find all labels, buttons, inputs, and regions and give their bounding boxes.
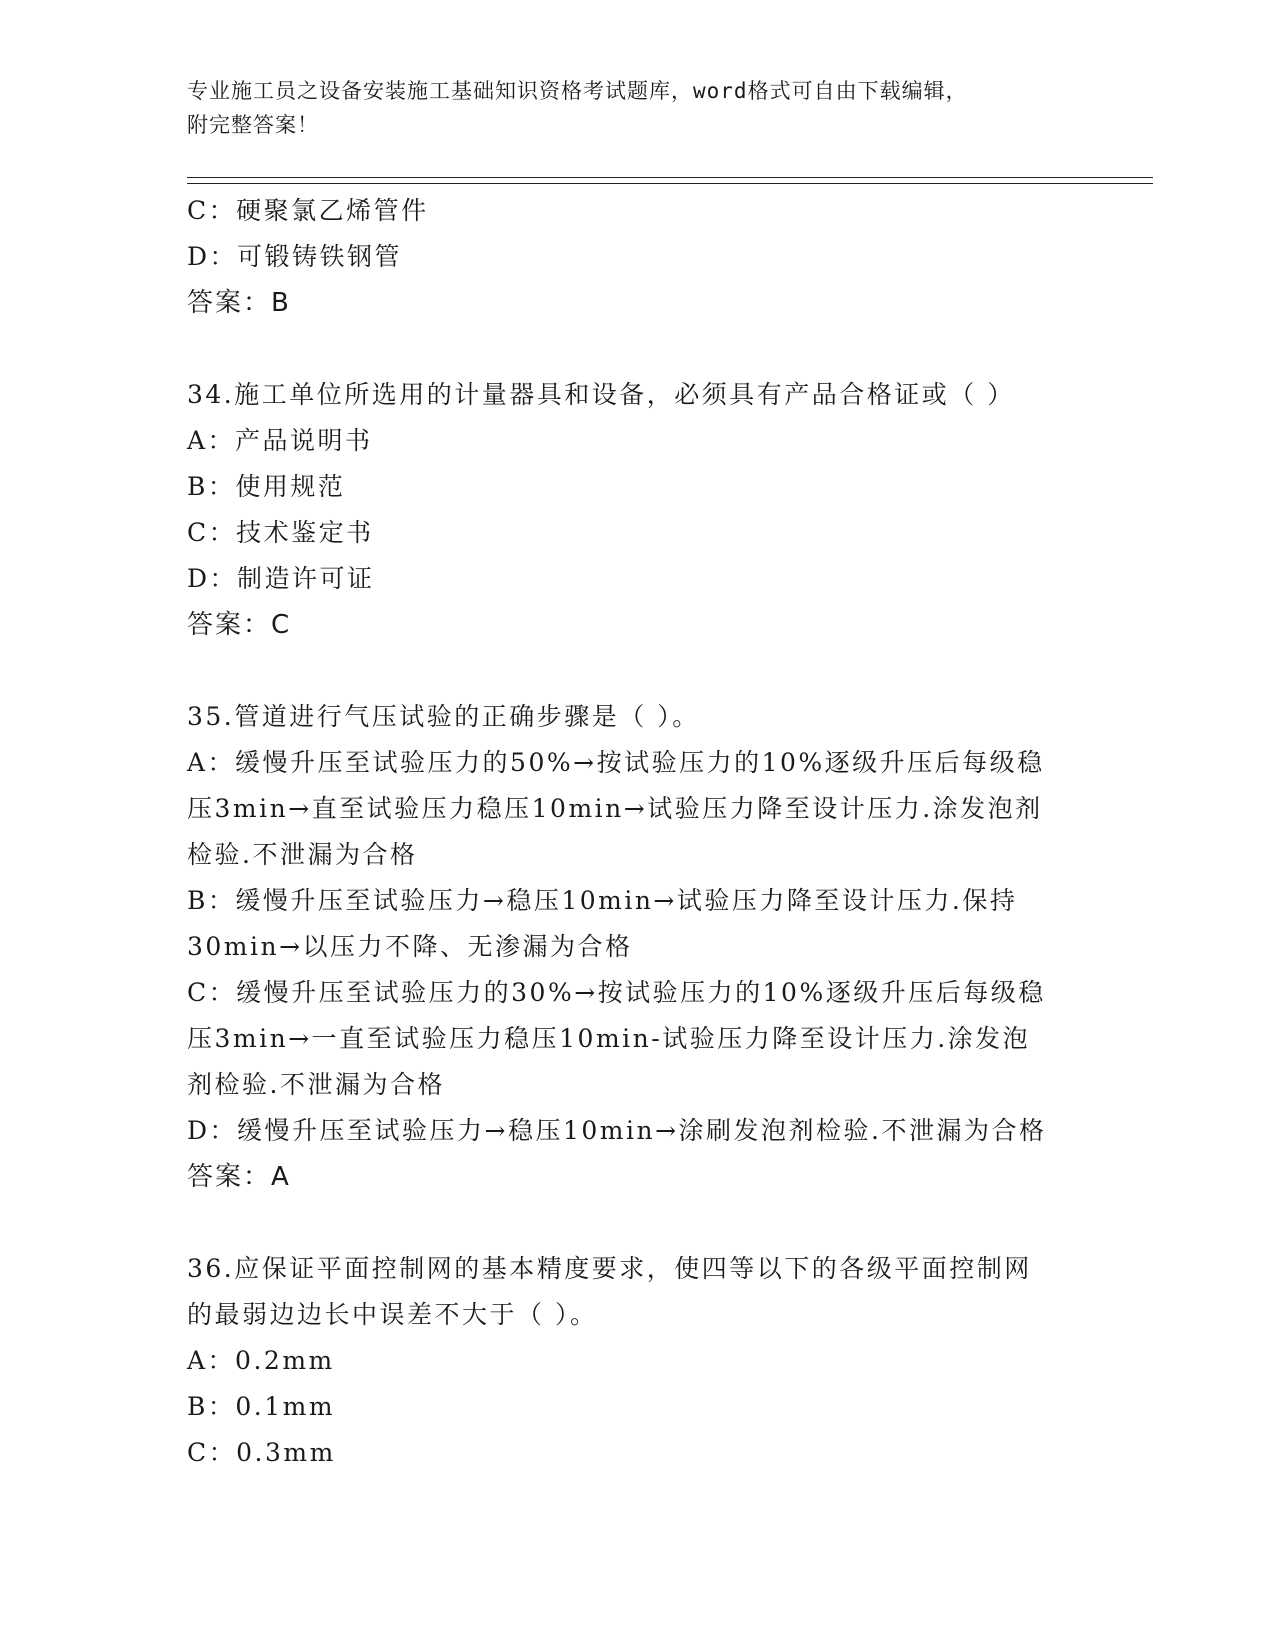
question-text-line-1: 36.应保证平面控制网的基本精度要求，使四等以下的各级平面控制网 [187,1254,1032,1283]
option-d: D：缓慢升压至试验压力→稳压10min→涂刷发泡剂检验.不泄漏为合格 [187,1116,1047,1145]
spacer [187,1200,1087,1246]
option-c: C：0.3mm [187,1438,336,1467]
question-list [187,188,1087,1476]
answer-text: 答案：B [187,288,291,318]
option-b: B：0.1mm [187,1392,336,1421]
question-block-36 [187,1246,1087,1476]
option-d: D：可锻铸铁钢管 [187,242,403,271]
header-title-line-2: 附完整答案！ [187,113,319,137]
option-c: C：硬聚氯乙烯管件 [187,196,429,225]
option-c-line-3: 剂检验.不泄漏为合格 [187,1070,445,1099]
option-c-line-2: 压3min→一直至试验压力稳压10min-试验压力降至设计压力.涂发泡 [187,1024,1031,1053]
question-text: 35.管道进行气压试验的正确步骤是（ ）。 [187,702,700,731]
option-a-line-2: 压3min→直至试验压力稳压10min→试验压力降至设计压力.涂发泡剂 [187,794,1043,823]
header-divider-top [187,177,1153,178]
option-a: A：产品说明书 [187,426,373,455]
spacer [187,326,1087,372]
question-block-33 [187,188,1087,326]
header-title-line-1: 专业施工员之设备安装施工基础知识资格考试题库，word格式可自由下载编辑， [187,79,968,103]
option-a-line-3: 检验.不泄漏为合格 [187,840,418,869]
question-text-line-2: 的最弱边边长中误差不大于（ ）。 [187,1300,598,1329]
header-divider-bottom [187,183,1153,184]
spacer [187,648,1087,694]
option-b: B：使用规范 [187,472,346,501]
option-c: C：技术鉴定书 [187,518,374,547]
question-block-35 [187,694,1087,1200]
answer-text: 答案：A [187,1162,291,1192]
option-c-line-1: C：缓慢升压至试验压力的30%→按试验压力的10%逐级升压后每级稳 [187,978,1046,1007]
document-header [187,74,1087,142]
option-d: D：制造许可证 [187,564,375,593]
option-b-line-1: B：缓慢升压至试验压力→稳压10min→试验压力降至设计压力.保持 [187,886,1018,915]
option-a: A：0.2mm [187,1346,335,1375]
question-text: 34.施工单位所选用的计量器具和设备，必须具有产品合格证或（ ） [187,380,1015,409]
option-b-line-2: 30min→以压力不降、无渗漏为合格 [187,932,633,961]
question-block-34 [187,372,1087,648]
option-a-line-1: A：缓慢升压至试验压力的50%→按试验压力的10%逐级升压后每级稳 [187,748,1045,777]
answer-text: 答案：C [187,610,292,640]
